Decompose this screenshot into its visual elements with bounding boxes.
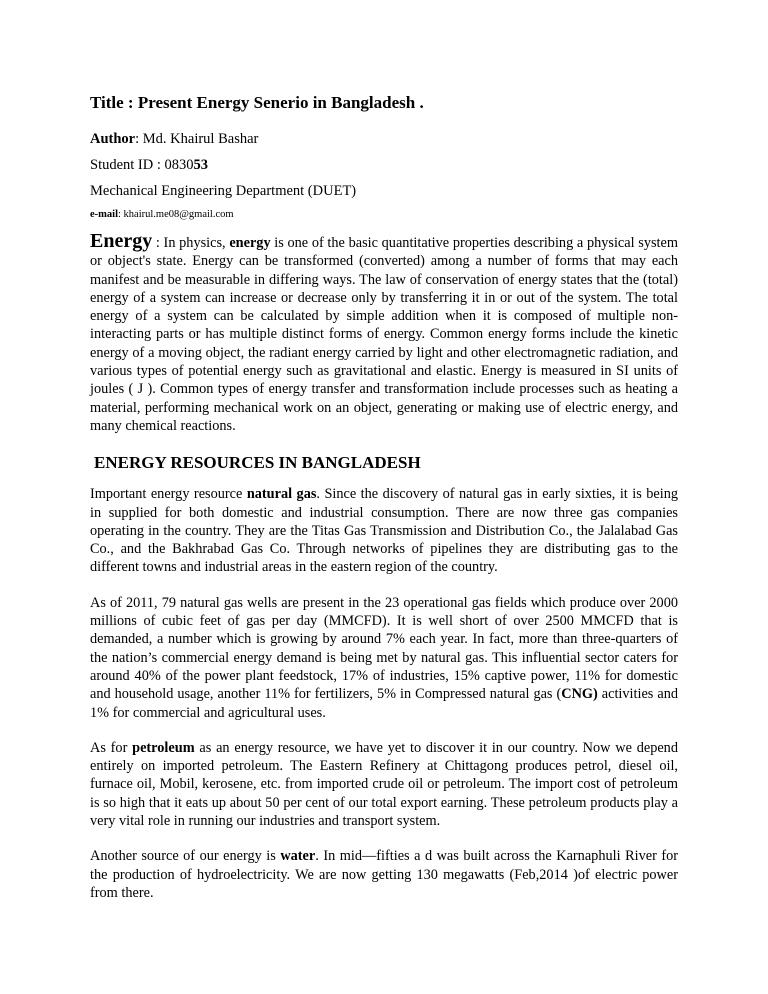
resources-heading: ENERGY RESOURCES IN BANGLADESH xyxy=(94,453,421,473)
student-id-line xyxy=(90,156,678,174)
student-id-prefix: Student ID : 0830 xyxy=(90,157,194,173)
energy-paragraph xyxy=(90,232,678,435)
stats-text-1: As of 2011, 79 natural gas wells are present in the 23 operational gas fields which produce over 2000 millions of cubic feet of gas per day (MMCFD). It is well short of over 2500 MMCFD that is demanded, a number which is growing by around 7% each year. In fact, more than three-quarters of the nation’s commercial energy demand is being met by natural gas. This influential sector caters for around 40% of the power plant feedstock, 17% of industries, 15% captive power, 11% for domestic and household usage, another 11% for fertilizers, 5% in Compressed natural gas ( xyxy=(90,594,678,703)
water-text-1: Another source of our energy is xyxy=(90,848,281,865)
student-id-suffix: 53 xyxy=(193,157,209,173)
petroleum-paragraph xyxy=(90,739,678,830)
energy-lead: Energy xyxy=(90,230,153,252)
email-line xyxy=(90,208,678,222)
cng-term: CNG) xyxy=(561,686,598,703)
natural-gas-paragraph xyxy=(90,485,678,576)
author-label: Author xyxy=(90,131,136,147)
email-label: e-mail xyxy=(90,209,118,220)
gas-term: natural gas xyxy=(246,486,317,503)
gas-text-1: Important energy resource xyxy=(90,486,247,503)
petroleum-text-1: As for xyxy=(90,739,133,756)
stats-text-2: activities and 1% for commercial and agricultural uses. xyxy=(90,686,678,721)
email-address: : khairul.me08@gmail.com xyxy=(118,209,234,220)
petroleum-term: petroleum xyxy=(132,739,195,756)
energy-text-1: : In physics, xyxy=(152,235,230,251)
energy-term: energy xyxy=(229,235,271,251)
author-name: : Md. Khairul Bashar xyxy=(135,131,259,147)
department-line: Mechanical Engineering Department (DUET) xyxy=(90,183,357,199)
document-page xyxy=(90,92,678,902)
energy-text-2: is one of the basic quantitative properties describing a physical system or object's state. Energy can be transformed (converted) among a number of forms that may each manifest and be measurable in differing ways. The law of conservation of energy states that the (total) energy of a system can increase or decrease only by transferring it in or out of the system. The total energy of a system can be calculated by simple addition when it is composed of multiple non-interacting parts or has multiple distinct forms of energy. Common energy forms include the kinetic energy of a moving object, the radiant energy carried by light and other electromagnetic radiation, and various types of potential energy such as gravitational and elastic. Energy is measured in SI units of joules ( J ). Common types of energy transfer and transformation include processes such as heating a material, performing mechanical work on an object, generating or making use of electric energy, and many chemical reactions. xyxy=(90,235,678,434)
document-title: Title : Present Energy Senerio in Bangladesh . xyxy=(90,93,424,112)
petroleum-text-2: as an energy resource, we have yet to discover it in our country. Now we depend entirely on imported petroleum. The Eastern Refinery at Chittagong produces petrol, diesel oil, furnace oil, Mobil, kerosene, etc. from imported crude oil or petroleum. The import cost of petroleum is so high that it eats up about 50 per cent of our total export earning. These petroleum products play a very vital role in running our industries and transport system. xyxy=(90,739,678,830)
water-paragraph xyxy=(90,847,678,902)
gas-statistics-paragraph xyxy=(90,594,678,722)
water-text-2: . In mid—fifties a d was built across the Karnaphuli River for the production of hydroelectricity. We are now getting 130 megawatts (Feb,2014 )of electric power from there. xyxy=(90,848,679,901)
author-line xyxy=(90,130,678,148)
gas-text-2: . Since the discovery of natural gas in early sixties, it is being in supplied for both domestic and industrial consumption. There are now three gas companies operating in the country. They are the Titas Gas Transmission and Distribution Co., the Jalalabad Gas Co., and the Bakhrabad Gas Co. Through networks of pipelines they are distributing gas to the different towns and industrial areas in the eastern region of the country. xyxy=(90,486,678,576)
water-term: water xyxy=(280,848,316,865)
